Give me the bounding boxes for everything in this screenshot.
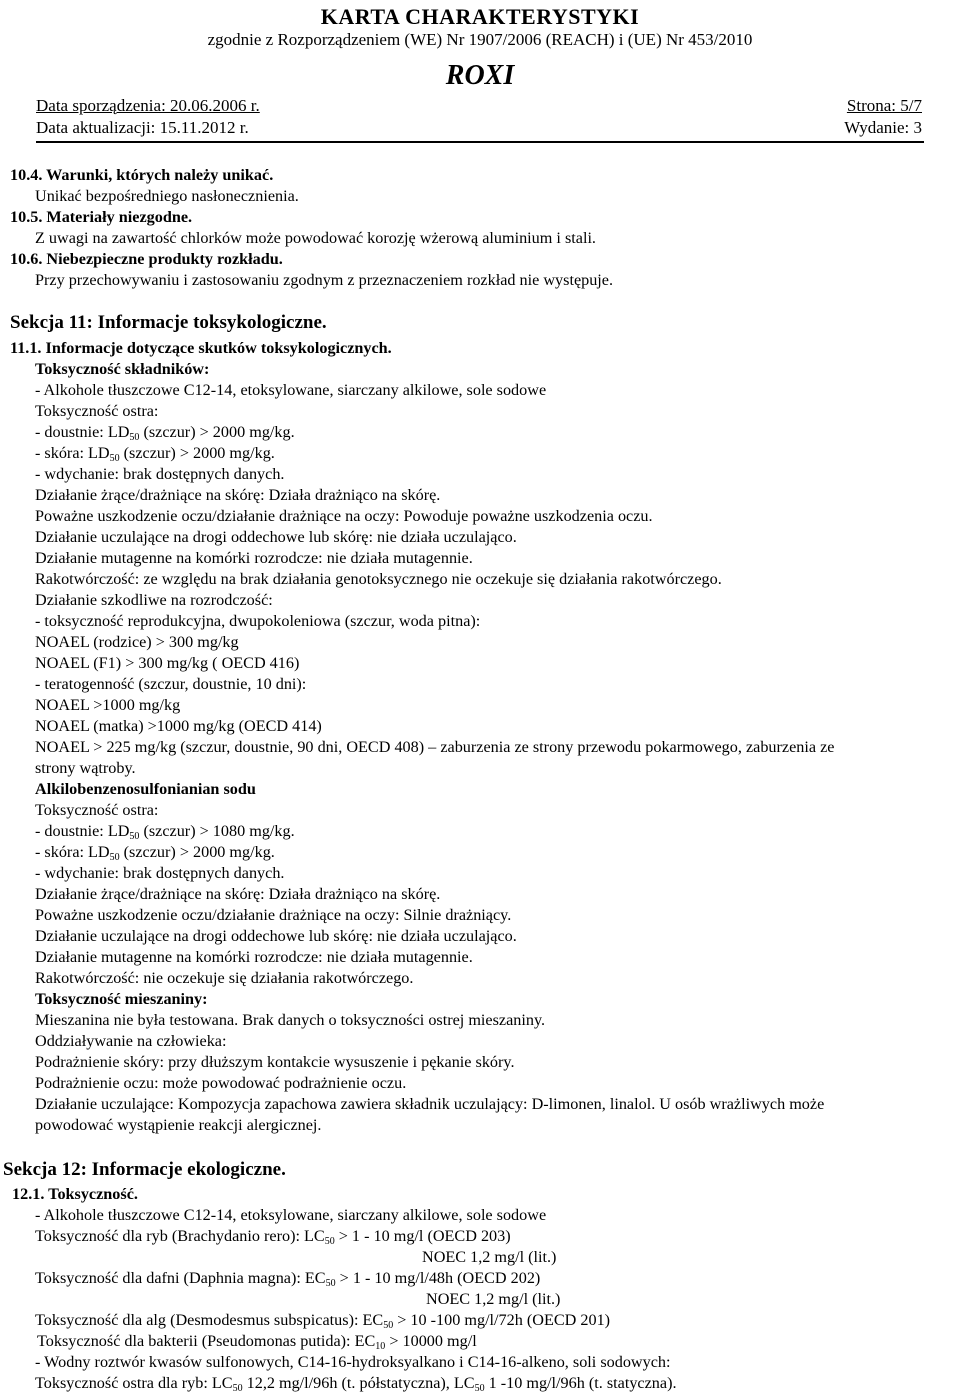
heading-11-1: 11.1. Informacje dotyczące skutków toksykologicznych. (10, 339, 392, 357)
edition-number: Wydanie: 3 (844, 118, 922, 137)
fish-toxicity: Toksyczność dla ryb (Brachydanio rero): $LC_{50} > 1 - 10$ mg/l (OECD 203) (35, 1227, 511, 1247)
c1-repro-3: NOAEL (F1) > 300 mg/kg ( OECD 416) (35, 654, 300, 672)
c1-repro-8: strony wątroby. (35, 759, 136, 777)
c1-repro-6: NOAEL (matka) >1000 mg/kg (OECD 414) (35, 717, 322, 735)
daphnia-toxicity: Toksyczność dla dafni (Daphnia magna): $EC_{50} > 1 - 10$ mg/l/48h (OECD 202) (35, 1269, 541, 1289)
c1-repro-4: - teratogenność (szczur, doustnie, 10 dni): (35, 675, 307, 693)
c1-oral: - doustnie: $LD_{50}$ (szczur) > 2000 mg/kg. (35, 423, 295, 443)
section-12-title: Sekcja 12: Informacje ekologiczne. (3, 1159, 286, 1180)
algae-toxicity: Toksyczność dla alg (Desmodesmus subspicatus): $EC_{50} > 10$ -100 mg/l/72h (OECD 201) (35, 1311, 611, 1331)
acute-fish-toxicity: Toksyczność ostra dla ryb: $LC_{50}$ 12,2 mg/l/96h (t. półstatyczna), $LC_{50}$ 1 -10 mg/l/96h (t. statyczna). (35, 1374, 677, 1394)
c1-skin: - skóra: $LD_{50}$ (szczur) > 2000 mg/kg. (35, 444, 275, 464)
c2-oral: - doustnie: $LD_{50}$ (szczur) > 1080 mg/kg. (35, 822, 295, 842)
component-2-name: Alkilobenzenosulfonianian sodu (35, 780, 256, 798)
text-10-6: Przy przechowywaniu i zastosowaniu zgodnym z przeznaczeniem rozkład nie występuje. (35, 271, 614, 289)
mixture-5: Działanie uczulające: Kompozycja zapachowa zawiera składnik uczulający: D-limonen, linalol. U osób wrażliwych może (35, 1095, 825, 1113)
mixture-1: Mieszanina nie była testowana. Brak danych o toksyczności ostrej mieszaniny. (35, 1011, 546, 1029)
c2-corrosion: Działanie żrące/drażniące na skórę: Działa drażniąco na skórę. (35, 885, 441, 903)
bacteria-toxicity: Toksyczność dla bakterii (Pseudomonas putida): $EC_{10} > 10000$ mg/l (37, 1332, 477, 1352)
c2-carcinogenicity: Rakotwórczość: nie oczekuje się działania rakotwórczego. (35, 969, 414, 987)
c1-eye: Poważne uszkodzenie oczu/działanie drażniące na oczy: Powoduje poważne uszkodzenia oczu. (35, 507, 653, 525)
product-name: ROXI (445, 60, 515, 91)
document-title: KARTA CHARAKTERYSTYKI (320, 4, 640, 29)
regulation-subtitle: zgodnie z Rozporządzeniem (WE) Nr 1907/2006 (REACH) i (UE) Nr 453/2010 (207, 30, 753, 49)
c1-repro-7: NOAEL > 225 mg/kg (szczur, doustnie, 90 dni, OECD 408) – zaburzenia ze strony przewodu pokarmowego, zaburzenia ze (35, 738, 835, 756)
mixture-4: Podrażnienie oczu: może powodować podrażnienie oczu. (35, 1074, 407, 1092)
date-created: Data sporządzenia: 20.06.2006 r. (36, 96, 260, 115)
c2-skin: - skóra: $LD_{50}$ (szczur) > 2000 mg/kg. (35, 843, 275, 863)
c1-repro-5: NOAEL >1000 mg/kg (35, 696, 181, 714)
eco-component-2: - Wodny roztwór kwasów sulfonowych, C14-16-hydroksyalkano i C14-16-alkeno, soli sodowych: (35, 1353, 671, 1371)
acute-toxicity-label: Toksyczność ostra: (35, 402, 159, 420)
date-updated: Data aktualizacji: 15.11.2012 r. (36, 118, 249, 137)
c2-sensitization: Działanie uczulające na drogi oddechowe lub skórę: nie działa uczulająco. (35, 927, 517, 945)
components-heading: Toksyczność składników: (35, 360, 210, 378)
heading-12-1: 12.1. Toksyczność. (12, 1185, 138, 1203)
heading-10-6: 10.6. Niebezpieczne produkty rozkładu. (10, 250, 283, 268)
c1-sensitization: Działanie uczulające na drogi oddechowe lub skórę: nie działa uczulająco. (35, 528, 517, 546)
c2-mutagenicity: Działanie mutagenne na komórki rozrodcze: nie działa mutagennie. (35, 948, 473, 966)
acute-toxicity-label-2: Toksyczność ostra: (35, 801, 159, 819)
mixture-2: Oddziaływanie na człowieka: (35, 1032, 227, 1050)
header-divider (36, 141, 924, 143)
text-10-4: Unikać bezpośredniego nasłonecznienia. (35, 187, 299, 205)
c1-reproduction: Działanie szkodliwe na rozrodczość: (35, 591, 273, 609)
c2-eye: Poważne uszkodzenie oczu/działanie drażniące na oczy: Silnie drażniący. (35, 906, 512, 924)
text-10-5: Z uwagi na zawartość chlorków może powodować korozję wżerową aluminium i stali. (35, 229, 596, 247)
c1-corrosion: Działanie żrące/drażniące na skórę: Działa drażniąco na skórę. (35, 486, 441, 504)
heading-10-5: 10.5. Materiały niezgodne. (10, 208, 193, 226)
c1-repro-1: - toksyczność reprodukcyjna, dwupokoleniowa (szczur, woda pitna): (35, 612, 481, 630)
daphnia-noec: NOEC 1,2 mg/l (lit.) (426, 1290, 561, 1308)
section-11-title: Sekcja 11: Informacje toksykologiczne. (10, 312, 327, 333)
mixture-3: Podrażnienie skóry: przy dłuższym kontakcie wysuszenie i pękanie skóry. (35, 1053, 515, 1071)
c1-inhalation: - wdychanie: brak dostępnych danych. (35, 465, 285, 483)
c2-inhalation: - wdychanie: brak dostępnych danych. (35, 864, 285, 882)
eco-component-1: - Alkohole tłuszczowe C12-14, etoksylowane, siarczany alkilowe, sole sodowe (35, 1206, 547, 1224)
component-1-name: - Alkohole tłuszczowe C12-14, etoksylowane, siarczany alkilowe, sole sodowe (35, 381, 547, 399)
c1-repro-2: NOAEL (rodzice) > 300 mg/kg (35, 633, 239, 651)
page-number: Strona: 5/7 (846, 96, 922, 115)
c1-mutagenicity: Działanie mutagenne na komórki rozrodcze: nie działa mutagennie. (35, 549, 473, 567)
fish-noec: NOEC 1,2 mg/l (lit.) (422, 1248, 557, 1266)
mixture-6: powodować wystąpienie reakcji alergicznej. (35, 1116, 322, 1134)
mixture-heading: Toksyczność mieszaniny: (35, 990, 208, 1008)
c1-carcinogenicity: Rakotwórczość: ze względu na brak działania genotoksycznego nie oczekuje się działania rakotwórczego. (35, 570, 722, 588)
heading-10-4: 10.4. Warunki, których należy unikać. (10, 166, 274, 184)
